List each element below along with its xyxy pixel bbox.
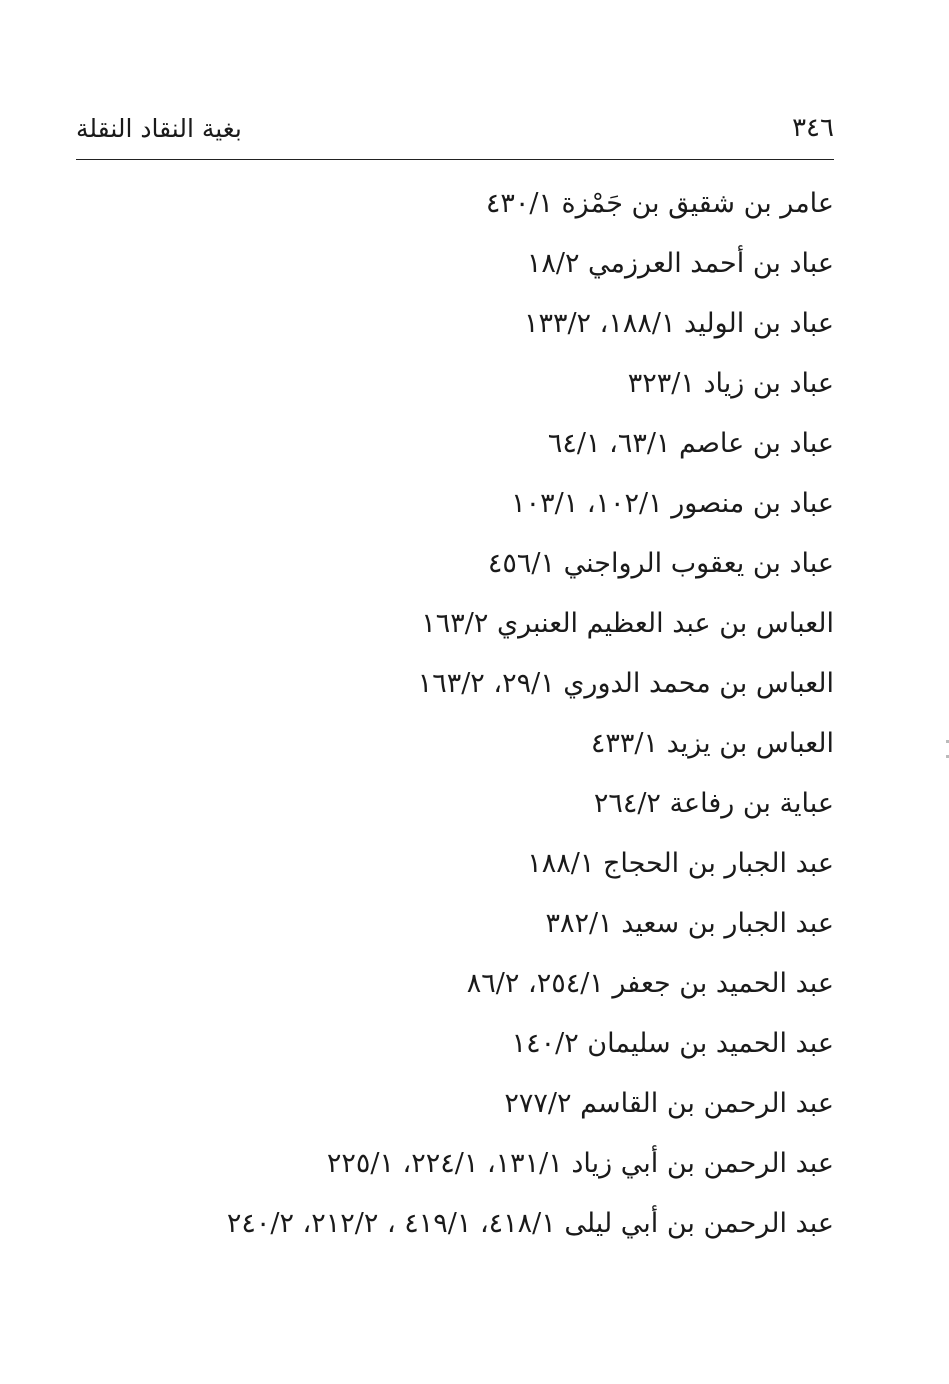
index-entry: عبد الرحمن بن أبي زياد ١٣١/١، ٢٢٤/١، ٢٢٥/١ [326,1148,834,1179]
index-entry: عبد الجبار بن الحجاج ١٨٨/١ [527,848,834,879]
index-entry: عامر بن شقيق بن جَمْزة ٤٣٠/١ [485,188,834,219]
index-entry: عباد بن عاصم ٦٣/١، ٦٤/١ [547,428,834,459]
index-entry: عباد بن الوليد ١٨٨/١، ١٣٣/٢ [523,308,834,339]
index-entry: عباد بن منصور ١٠٢/١، ١٠٣/١ [511,488,834,519]
index-entry: العباس بن محمد الدوري ٢٩/١، ١٦٣/٢ [417,668,834,699]
index-entry: عبد الجبار بن سعيد ٣٨٢/١ [545,908,834,939]
index-entry: عبد الرحمن بن القاسم ٢٧٧/٢ [504,1088,834,1119]
book-title: بغية النقاد النقلة [76,113,242,143]
index-entry: العباس بن عبد العظيم العنبري ١٦٣/٢ [421,608,834,639]
index-entry: عباد بن يعقوب الرواجني ٤٥٦/١ [487,548,834,579]
index-entry: العباس بن يزيد ٤٣٣/١ [590,728,834,759]
index-entry: عباد بن زياد ٣٢٣/١ [627,368,834,399]
running-head [76,108,834,148]
index-entry: عبد الحميد بن سليمان ١٤٠/٢ [511,1028,834,1059]
index-entry: عبد الرحمن بن أبي ليلى ٤١٨/١، ٤١٩/١ ، ٢١٢/٢، ٢٤٠/٢ [226,1208,834,1239]
index-entry: عباد بن أحمد العرزمي ١٨/٢ [526,248,834,279]
page-number: ٣٤٦ [792,113,834,143]
index-entry: عبد الحميد بن جعفر ٢٥٤/١، ٨٦/٢ [466,968,834,999]
header-rule [76,159,834,160]
index-entry: عباية بن رفاعة ٢٦٤/٢ [593,788,834,819]
index-entries-list [114,174,834,1254]
